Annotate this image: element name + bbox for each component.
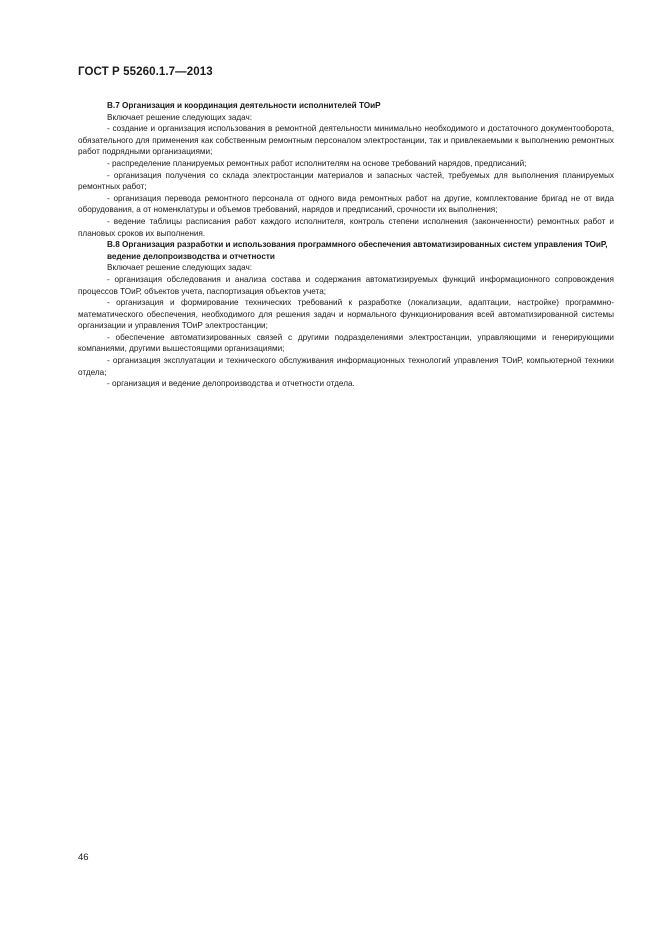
list-item: - организация и ведение делопроизводства и отчетности отдела. xyxy=(107,379,355,389)
section-b7 xyxy=(78,100,614,239)
list-item: - создание и организация использования в ремонтной деятельности минимально необходимого и достаточного документооборота, обязательного для применения как собственным ремонтным персоналом электростанции, так и привлекаемыми к выполнению ремонтных работ подрядными организациями; xyxy=(78,124,614,157)
list-item: - организация перевода ремонтного персонала от одного вида ремонтных работ на другие, комплектование бригад не от вида оборудования, а от номенклатуры и объемов требований, нарядов и предписаний, срочности их выполнения; xyxy=(78,193,614,215)
section-heading: В.8 Организация разработки и использования программного обеспечения автоматизированных систем управления ТОиР, ведение делопроизводства и отчетности xyxy=(107,240,608,261)
document-header: ГОСТ Р 55260.1.7—2013 xyxy=(78,66,213,78)
paragraph: Включает решение следующих задач: xyxy=(107,112,253,122)
document-body xyxy=(78,100,614,390)
list-item: - организация эксплуатации и технического обслуживания информационных технологий управления ТОиР, компьютерной техники отдела; xyxy=(78,356,614,377)
section-heading: В.7 Организация и координация деятельности исполнителей ТОиР xyxy=(107,101,381,110)
list-item: - распределение планируемых ремонтных работ исполнителям на основе требований нарядов, предписаний; xyxy=(107,158,527,168)
list-item: - обеспечение автоматизированных связей с другими подразделениями электростанции, управляющими и генерирующими компаниями, другими вышестоящими организациями; xyxy=(78,332,614,354)
list-item: - организация получения со склада электростанции материалов и запасных частей, требуемых для выполнения планируемых ремонтных работ; xyxy=(78,170,614,192)
list-item: - организация обследования и анализа состава и содержания автоматизируемых функций информационного сопровождения процессов ТОиР, объектов учета, паспортизация объектов учета; xyxy=(78,274,614,296)
list-item: - организация и формирование технических требований к разработке (локализации, адаптации, настройке) программно-математического обеспечения, необходимого для решения задач и нормального функционирования всей автоматизированной системы организации и управления ТОиР электростанции; xyxy=(78,298,614,331)
page-number: 46 xyxy=(78,852,89,863)
list-item: - ведение таблицы расписания работ каждого исполнителя, контроль степени исполнения (законченности) ремонтных работ и плановых сроков их выполнения. xyxy=(78,216,614,238)
paragraph: Включает решение следующих задач: xyxy=(107,263,253,273)
section-b8 xyxy=(78,239,614,390)
